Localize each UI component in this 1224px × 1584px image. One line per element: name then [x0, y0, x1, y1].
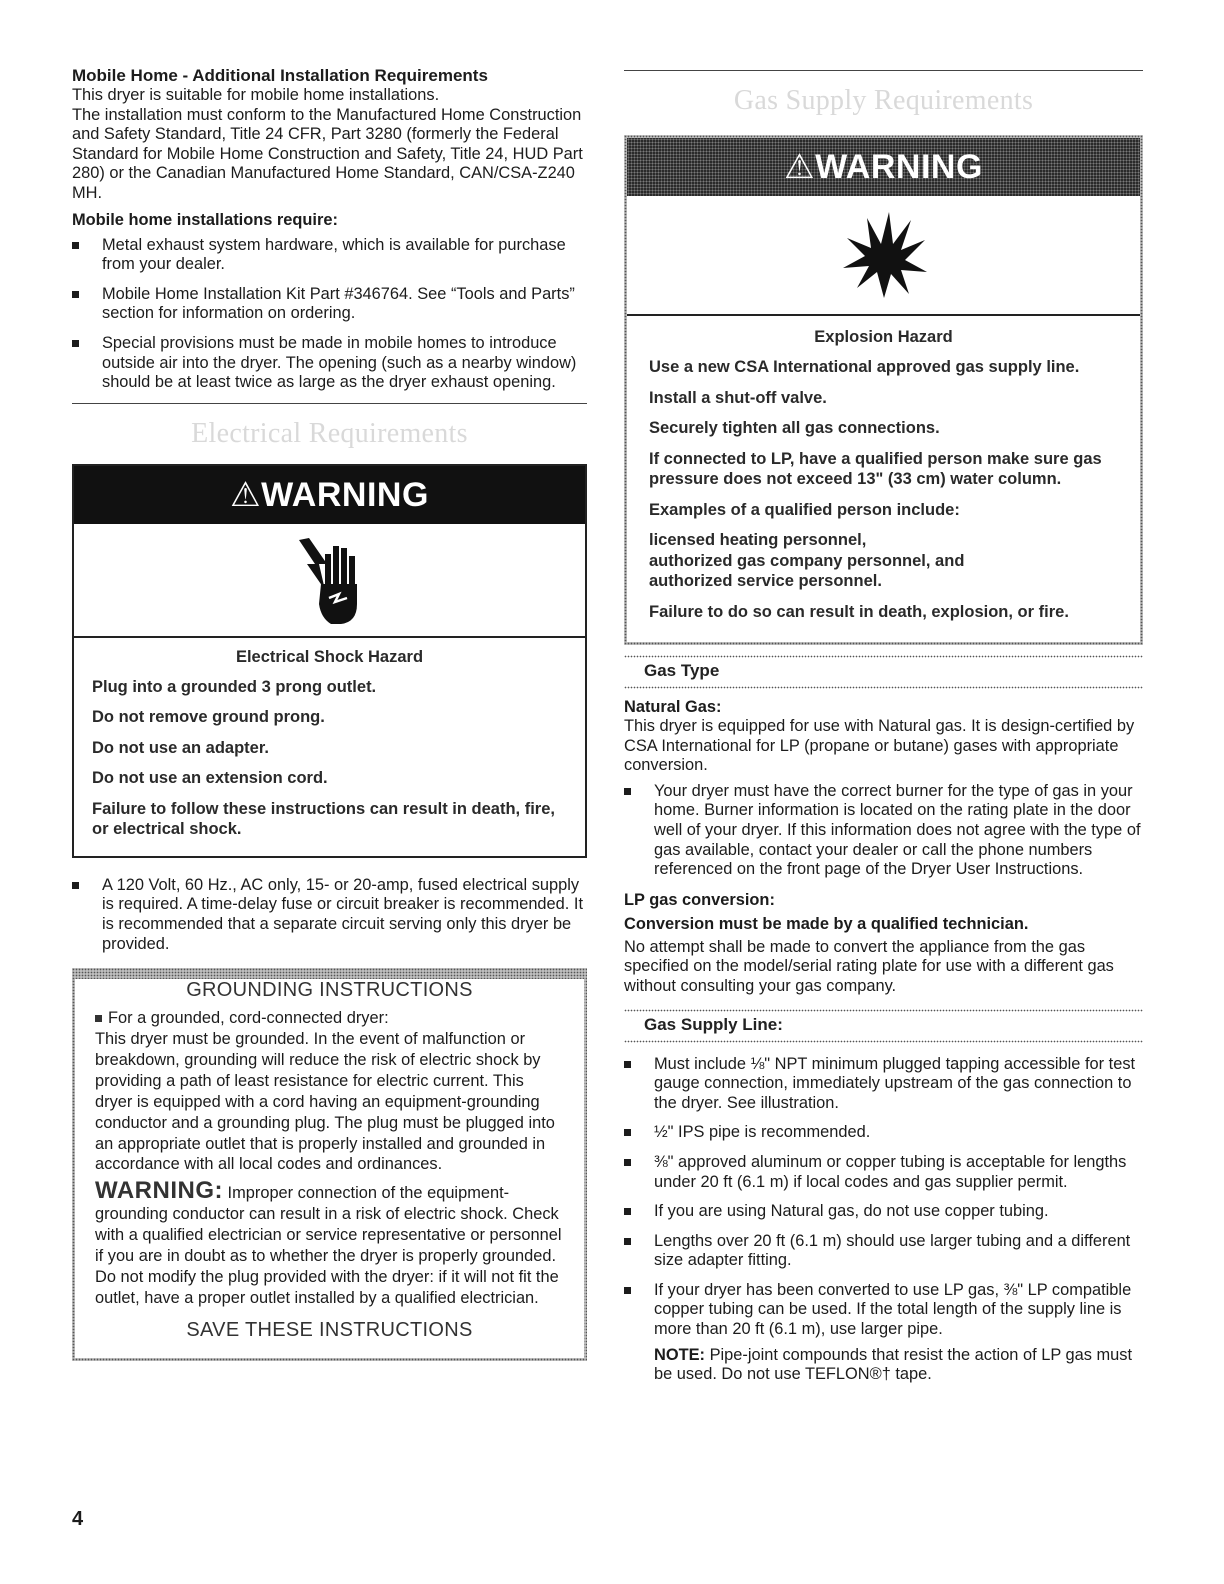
- grounding-warning-text: Improper connection of the equipment-grounding conductor can result in a risk of electric shock. Check with a qualified electrician or service representative or personnel if you are in doubt as to whether the dryer is properly grounded. Do not modify the plug provided with the dryer: if it will not fit the outlet, have a proper outlet installed by a qualified electrician.: [95, 1184, 562, 1307]
- warning-label: WARNING: [261, 475, 429, 514]
- gas-hazard-title: Explosion Hazard: [814, 328, 953, 346]
- warning-instruction: Use a new CSA International approved gas supply line.: [649, 358, 1080, 376]
- list-item: Lengths over 20 ft (6.1 m) should use larger tubing and a different size adapter fitting.: [624, 1232, 1143, 1271]
- warning-instruction: Install a shut-off valve.: [649, 388, 827, 407]
- warning-banner: [627, 138, 1140, 196]
- grounding-box: [72, 968, 587, 1361]
- left-column: [72, 66, 587, 1361]
- grounding-title: GROUNDING INSTRUCTIONS: [186, 979, 473, 1002]
- electrical-warning-box: [72, 464, 587, 858]
- list-item: Mobile Home Installation Kit Part #346764. See “Tools and Parts” section for information on ordering.: [72, 285, 587, 324]
- mobile-home-bullets: [72, 236, 587, 393]
- warning-instruction: Do not use an adapter.: [92, 738, 269, 757]
- right-column: [624, 70, 1143, 1385]
- electrical-bullets: [72, 876, 587, 954]
- list-item: A 120 Volt, 60 Hz., AC only, 15- or 20-amp, fused electrical supply is required. A time-delay fuse or circuit breaker is recommended. It is recommended that a separate circuit serving only this dryer be provided.: [72, 876, 587, 954]
- explosion-icon: [839, 210, 929, 300]
- list-item: Must include ⅛" NPT minimum plugged tapping accessible for test gauge connection, immediately upstream of the gas connection to the dryer. See illustration.: [624, 1055, 1143, 1114]
- warning-instruction: If connected to LP, have a qualified person make sure gas pressure does not exceed 13" (33 cm) water column.: [649, 449, 1102, 488]
- warning-label: WARNING: [815, 148, 983, 186]
- grounding-warning-word: WARNING:: [95, 1177, 223, 1205]
- list-item: If your dryer has been converted to use LP gas, ⅜" LP compatible copper tubing can be used. If the total length of the supply line is more than 20 ft (6.1 m), use larger pipe.: [624, 1281, 1143, 1340]
- electric-shock-hand-icon: [295, 534, 365, 626]
- list-item: ⅜" approved aluminum or copper tubing is acceptable for lengths under 20 ft (6.1 m) if local codes and gas supplier permit.: [624, 1153, 1143, 1192]
- warning-instruction: Do not use an extension cord.: [92, 769, 328, 788]
- note-label: NOTE:: [654, 1345, 705, 1364]
- warning-triangle-icon: ⚠: [784, 148, 816, 186]
- list-item: Your dryer must have the correct burner for the type of gas in your home. Burner information is located on the rating plate in the door well of your dryer. If this information does not agree with the type of gas available, contact your dealer or call the phone numbers referenced on the front page of the Dryer User Instructions.: [624, 782, 1143, 880]
- section-divider: [72, 403, 587, 404]
- list-item: If you are using Natural gas, do not use copper tubing.: [624, 1202, 1143, 1222]
- mobile-home-title: Mobile Home - Additional Installation Requirements: [72, 66, 488, 85]
- shock-hazard-icon-area: [74, 524, 585, 638]
- section-divider: [624, 70, 1143, 71]
- gas-line-note: [624, 1346, 1143, 1385]
- warning-instruction: licensed heating personnel, authorized gas company personnel, and authorized service personnel.: [649, 531, 965, 590]
- warning-instruction: Examples of a qualified person include:: [649, 500, 960, 519]
- save-instructions-title: SAVE THESE INSTRUCTIONS: [186, 1318, 473, 1341]
- gas-line-bullets: [624, 1055, 1143, 1340]
- mobile-home-para2: The installation must conform to the Manufactured Home Construction and Safety Standard, Title 24 CFR, Part 3280 (formerly the Federal Standard for Mobile Home Construction and Safety, Title 24, HUD Part 280) or the Canadian Manufactured Home Standard, CAN/CSA-Z240 MH.: [72, 105, 583, 202]
- gas-supply-line-heading: Gas Supply Line:: [624, 1009, 1143, 1043]
- warning-banner: [74, 466, 585, 524]
- gas-warning-box: [624, 135, 1143, 645]
- warning-instruction: Failure to follow these instructions can result in death, fire, or electrical shock.: [92, 799, 555, 839]
- mobile-home-para1: This dryer is suitable for mobile home installations.: [72, 86, 440, 104]
- list-item: Special provisions must be made in mobile homes to introduce outside air into the dryer. The opening (such as a nearby window) should be at least twice as large as the dryer exhaust opening.: [72, 334, 587, 393]
- grounding-text: This dryer must be grounded. In the event of malfunction or breakdown, grounding will reduce the risk of electric shock by providing a path of least resistance for electric current. This dryer is equipped with a cord having an equipment-grounding conductor and a grounding plug. The plug must be plugged into an appropriate outlet that is properly installed and grounded in accordance with all local codes and ordinances.: [95, 1030, 555, 1174]
- electrical-warning-body: [74, 638, 585, 856]
- warning-instruction: Plug into a grounded 3 prong outlet.: [92, 677, 377, 696]
- mobile-home-require-heading: Mobile home installations require:: [72, 210, 338, 229]
- lp-conversion-heading: LP gas conversion:: [624, 890, 775, 909]
- grounding-bullet-icon: [95, 1015, 102, 1022]
- grounding-lead: For a grounded, cord-connected dryer:: [108, 1009, 389, 1028]
- natural-gas-heading: Natural Gas:: [624, 698, 722, 716]
- natural-gas-text: This dryer is equipped for use with Natural gas. It is design-certified by CSA International for LP (propane or butane) gases with appropriate conversion.: [624, 717, 1135, 775]
- electrical-section-title: Electrical Requirements: [191, 417, 468, 449]
- lp-conversion-sub: Conversion must be made by a qualified technician.: [624, 914, 1029, 933]
- list-item: Metal exhaust system hardware, which is available for purchase from your dealer.: [72, 236, 587, 275]
- grounding-body: [75, 1008, 584, 1309]
- electrical-hazard-title: Electrical Shock Hazard: [235, 647, 424, 666]
- gas-warning-body: [627, 316, 1140, 642]
- warning-triangle-icon: ⚠: [230, 475, 262, 514]
- gas-supply-section-title: Gas Supply Requirements: [733, 85, 1034, 116]
- warning-instruction: Securely tighten all gas connections.: [649, 419, 940, 437]
- page-number: 4: [72, 1508, 84, 1530]
- warning-instruction: Do not remove ground prong.: [92, 708, 325, 727]
- gas-type-heading: Gas Type: [624, 655, 1143, 689]
- lp-conversion-text: No attempt shall be made to convert the appliance from the gas specified on the model/serial rating plate for use with a different gas without consulting your gas company.: [624, 937, 1114, 995]
- warning-instruction: Failure to do so can result in death, explosion, or fire.: [649, 602, 1069, 621]
- explosion-hazard-icon-area: [627, 196, 1140, 316]
- note-text: Pipe-joint compounds that resist the action of LP gas must be used. Do not use TEFLON®† tape.: [654, 1345, 1133, 1384]
- list-item: ½" IPS pipe is recommended.: [624, 1123, 1143, 1143]
- gas-type-bullets: [624, 782, 1143, 880]
